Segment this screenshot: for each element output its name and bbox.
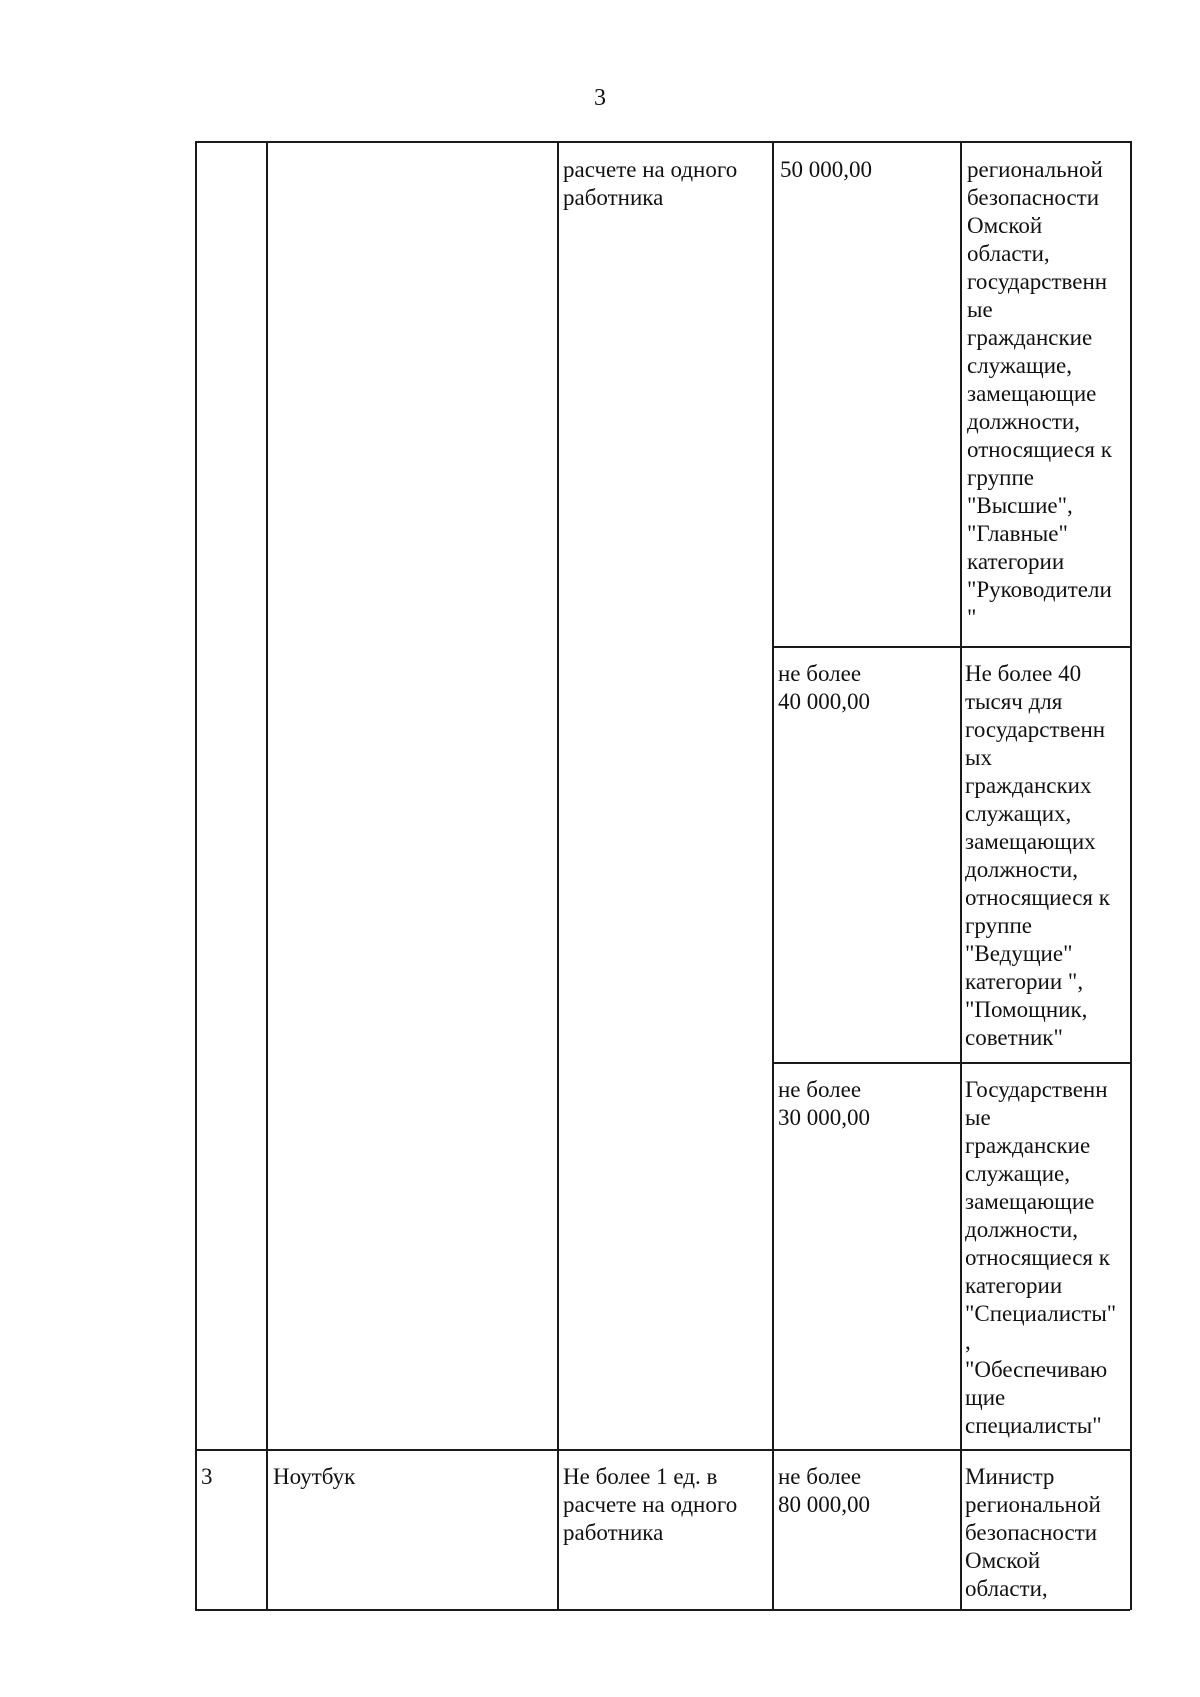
price-tier-3-cell: не более 30 000,00 [778,1077,870,1130]
row-divider [195,1449,1130,1451]
price-tier-2-cell: не более 40 000,00 [778,661,870,714]
column-border-left [195,141,197,1610]
category-tier-3-extra: "Обеспечиваю щие специалисты" [965,1357,1108,1438]
page-number: 3 [594,85,606,111]
column-border-right [1130,141,1132,1610]
row-3-name: Ноутбук [273,1464,356,1489]
tier-divider-1 [772,646,1130,648]
column-border-3 [772,141,774,1610]
column-border-2 [557,141,559,1610]
norm-continuation-cell: расчете на одного работника [563,157,738,210]
category-tier-1-cell: региональной безопасности Омской области, государственн ые гражданские служащие, замещающие должности, относящиеся к группе "Высшие", "Главные" категории "Руководители " [967,157,1112,630]
tier-divider-2 [772,1062,1130,1064]
row-3-price: не более 80 000,00 [778,1464,870,1517]
category-tier-3-cell: Государственн ые гражданские служащие, замещающие должности, относящиеся к категории "Специалисты" , [965,1077,1117,1354]
table-top-border [195,141,1130,143]
table-bottom-border [195,1609,1130,1611]
category-tier-2-cell: Не более 40 тысяч для государственн ых гражданских служащих, замещающих должности, относящиеся к группе "Ведущие" категории ", "Помощник, советник" [965,661,1110,1050]
row-3-number: 3 [201,1464,213,1489]
price-tier-1-cell: 50 000,00 [780,157,872,182]
row-3-category: Министр региональной безопасности Омской области, [965,1464,1101,1601]
column-border-4 [960,141,962,1610]
row-3-norm: Не более 1 ед. в расчете на одного работника [563,1464,738,1545]
column-border-1 [266,141,268,1610]
